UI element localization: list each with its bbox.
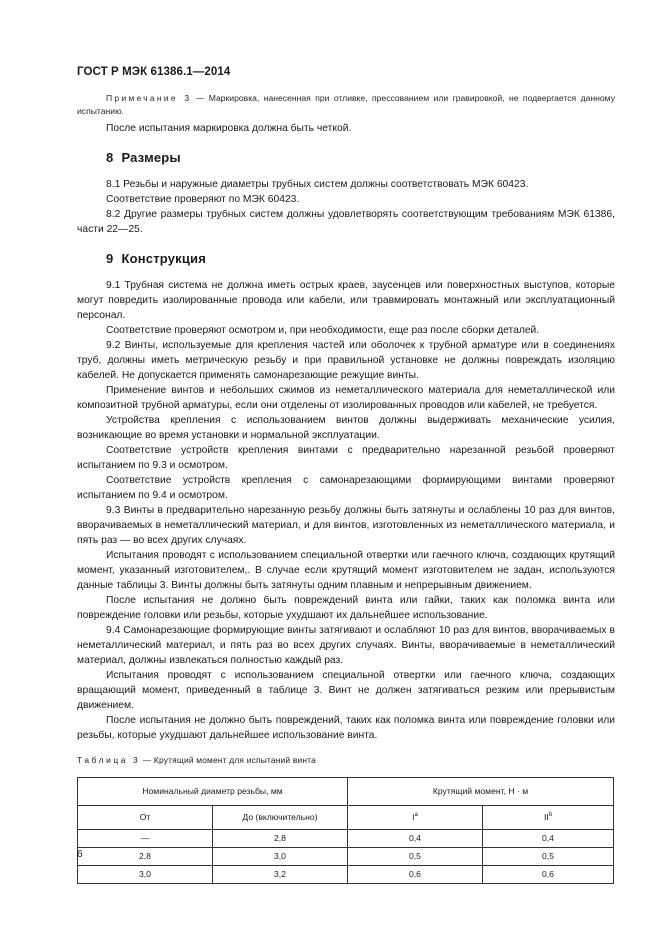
section-8-heading <box>106 150 615 165</box>
header-torque-ii: $II^b$ <box>483 806 614 830</box>
section-9-title: Конструкция <box>121 251 207 266</box>
table-cell: 3,0 <box>213 848 348 866</box>
paragraph-9-1: 9.1 Трубная система не должна иметь острых краев, заусенцев или поверхностных выступов, которые могут повредить изолированные провода или кабели, или травмировать монтажный или эксплуатационный персонал. <box>77 280 615 321</box>
header-to-inclusive: До (включительно) <box>213 806 348 830</box>
table-3-caption <box>77 753 615 768</box>
document-header: ГОСТ Р МЭК 61386.1—2014 <box>77 66 231 78</box>
paragraph-9-3-after: После испытания не должно быть повреждений винта или гайки, таких как поломка винта или повреждение головки или резьбы, которые ухудшают их дальнейшее использование. <box>77 595 615 621</box>
table-cell: 2,8 <box>78 848 213 866</box>
paragraph-9-3-tests: Испытания проводят с использованием специальной отвертки или гаечного ключа, создающих крутящий момент, указанный изготовителем,. В случае если крутящий момент изготовителем не задан, используются данные таблицы 3. Винты должны быть затянуты одним плавным и непрерывным движением. <box>77 550 615 591</box>
table-cell: 2,8 <box>213 830 348 848</box>
table-3-label: Таблица 3 <box>77 755 141 765</box>
table-cell: 0,5 <box>348 848 483 866</box>
table-cell: 3,0 <box>78 866 213 884</box>
document-body <box>77 92 615 884</box>
section-8-number: 8 <box>106 150 114 165</box>
paragraph-9-4-after: После испытания не должно быть повреждений, таких как поломка винта или повреждение головки или резьбы, которые ухудшают дальнейшее использование винта. <box>77 715 615 741</box>
section-9-number: 9 <box>106 251 114 266</box>
header-thread-diameter: Номинальный диаметр резьбы, мм <box>78 778 348 806</box>
paragraph-9-1-check: Соответствие проверяют осмотром и, при необходимости, еще раз после сборки деталей. <box>106 325 540 336</box>
section-9-heading <box>106 251 615 266</box>
table-row <box>78 830 614 848</box>
paragraph-8-1: 8.1 Резьбы и наружные диаметры трубных систем должны соответствовать МЭК 60423. <box>106 179 529 190</box>
table-cell: — <box>78 830 213 848</box>
paragraph-9-2-check-a: Соответствие устройств крепления винтами с предварительно нарезанной резьбой проверяют испытанием по 9.3 и осмотром. <box>77 445 615 471</box>
table-subheader-row <box>78 806 614 830</box>
table-cell: 0,6 <box>348 866 483 884</box>
header-from: От <box>78 806 213 830</box>
paragraph-9-3: 9.3 Винты в предварительно нарезанную резьбу должны быть затянуты и ослаблены 10 раз для винтов, вворачиваемых в неметаллический материал, и для винтов, изготовленных из неметаллического материала, и пять раз — во всех других случаях. <box>77 505 615 546</box>
table-row <box>78 848 614 866</box>
paragraph-8-2: 8.2 Другие размеры трубных систем должны удовлетворять соответствующим требованиям МЭК 61386, части 22—25. <box>77 209 615 235</box>
note-text: — Маркировка, нанесенная при отливке, прессованием или гравировкой, не подвергается данному испытанию. <box>77 93 615 116</box>
table-3-title: — Крутящий момент для испытаний винта <box>140 755 316 765</box>
paragraph-marking: После испытания маркировка должна быть четкой. <box>106 123 352 134</box>
paragraph-9-4-tests: Испытания проводят с использованием специальной отвертки или гаечного ключа, создающих вращающий момент, приведенный в таблице 3. Винт не должен затягиваться резким или прерывистым движением. <box>77 670 615 711</box>
header-torque: Крутящий момент, Н · м <box>348 778 614 806</box>
table-cell: 0,4 <box>348 830 483 848</box>
paragraph-9-2-check-b: Соответствие устройств крепления с самонарезающими формирующими винтами проверяют испытанием по 9.4 и осмотром. <box>77 475 615 501</box>
paragraph-9-2-nonmetal: Применение винтов и небольших сжимов из неметаллического материала для неметаллической или композитной трубной арматуры, если они отделены от изолированных проводов или кабелей, не требуется. <box>77 385 615 411</box>
table-cell: 0,4 <box>483 830 614 848</box>
table-cell: 3,2 <box>213 866 348 884</box>
paragraph-9-2-fixing: Устройства крепления с использованием винтов должны выдерживать механические усилия, возникающие во время установки и нормальной эксплуатации. <box>77 415 615 441</box>
header-torque-i: $I^а$ <box>348 806 483 830</box>
table-row <box>78 866 614 884</box>
paragraph-9-2: 9.2 Винты, используемые для крепления частей или оболочек к трубной арматуре или в соединениях труб, должны иметь метрическую резьбу и при правильной установке не должны повреждать изоляцию кабелей. Не допускается применять самонарезающие режущие винты. <box>77 340 615 381</box>
table-header-row <box>78 778 614 806</box>
table-3 <box>77 777 614 884</box>
paragraph-8-1-check: Соответствие проверяют по МЭК 60423. <box>106 194 300 205</box>
note-3 <box>77 92 615 118</box>
section-8-title: Размеры <box>121 150 181 165</box>
page-number: 6 <box>77 849 83 860</box>
paragraph-9-4: 9.4 Самонарезающие формирующие винты затягивают и ослабляют 10 раз для винтов, вворачиваемых в неметаллический материал, и пять раз во всех других случаях. Винты, вворачиваемые в неметаллический материал, должны извлекаться полностью каждый раз. <box>77 625 615 666</box>
table-cell: 0,6 <box>483 866 614 884</box>
note-label: Примечание 3 <box>106 93 192 103</box>
table-cell: 0,5 <box>483 848 614 866</box>
